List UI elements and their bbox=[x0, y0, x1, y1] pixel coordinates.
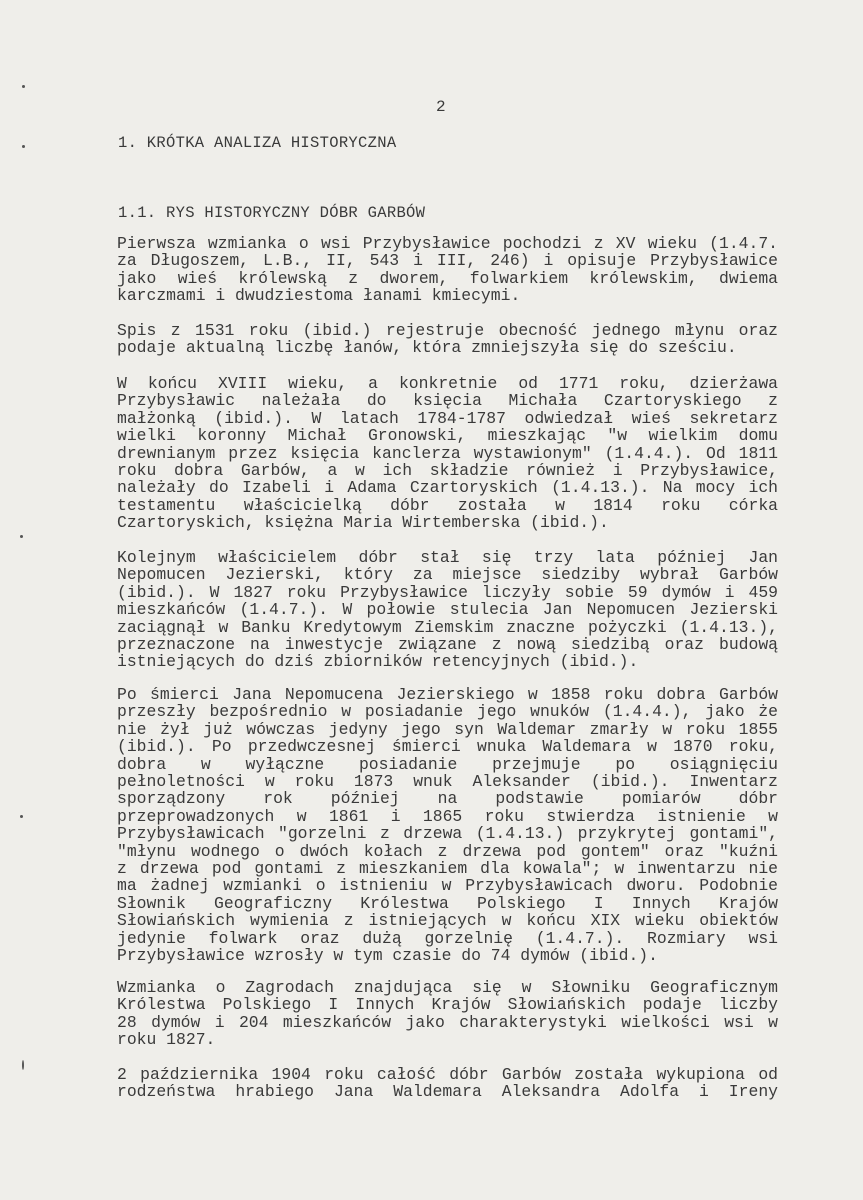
paragraph bbox=[117, 322, 778, 357]
text-line: Kolejnym właścicielem dóbr stał się trzy lata później Jan bbox=[117, 548, 778, 567]
text-line: dobra w wyłączne posiadanie przejmuje po osiągnięciu bbox=[117, 754, 778, 774]
paragraph bbox=[117, 235, 778, 305]
text-line: karczmami i dwudziestoma łanami kmiecymi. bbox=[117, 286, 521, 306]
text-line: Przybysławice wzrosły w tym czasie do 74 dymów (ibid.). bbox=[117, 946, 658, 966]
text-line: W końcu XVIII wieku, a konkretnie od 1771 roku, dzierżawa bbox=[117, 374, 778, 393]
text-line: przeszły bezpośrednio w posiadanie jego wnuków (1.4.4.), jako że bbox=[117, 702, 778, 722]
text-line: Słownik Geograficzny Królestwa Polskiego I Innych Krajów bbox=[117, 893, 778, 913]
text-line: 28 dymów i 204 mieszkańców jako charakterystyki wielkości wsi w bbox=[117, 1012, 778, 1032]
scan-mark bbox=[22, 145, 25, 148]
text-line: sporządzony rok później na podstawie pomiarów dóbr bbox=[117, 789, 778, 809]
page-number: 2 bbox=[436, 98, 446, 116]
text-line: (ibid.). W 1827 roku Przybysławice liczyły sobie 59 dymów i 459 bbox=[117, 582, 778, 602]
text-line: Przybysławic należała do księcia Michała Czartoryskiego z bbox=[117, 391, 778, 411]
text-line: Słowiańskich wymienia z istniejących w końcu XIX wieku obiektów bbox=[117, 911, 778, 931]
text-line: przeprowadzonych w 1861 i 1865 roku stwierdza istnienie w bbox=[117, 806, 778, 826]
text-line: wielki koronny Michał Gronowski, mieszkając "w wielkim domu bbox=[117, 426, 778, 446]
text-line: Nepomucen Jezierski, który za miejsce siedziby wybrał Garbów bbox=[117, 565, 778, 585]
text-line: Królestwa Polskiego I Innych Krajów Słowiańskich podaje liczby bbox=[117, 995, 778, 1015]
paragraph bbox=[117, 549, 778, 671]
text-line: "młynu wodnego o dwóch kołach z drzewa pod gontem" oraz "kuźni bbox=[117, 841, 778, 861]
text-line: jedynie folwark oraz dużą gorzelnię (1.4.7.). Rozmiary wsi bbox=[117, 928, 778, 948]
text-line: Czartoryskich, księżna Maria Wirtemberska (ibid.). bbox=[117, 513, 609, 533]
scan-mark bbox=[22, 1060, 24, 1070]
text-line: rodzeństwa hrabiego Jana Waldemara Aleksandra Adolfa i Ireny bbox=[117, 1082, 778, 1102]
text-line: należały do Izabeli i Adama Czartoryskich (1.4.13.). Na mocy ich bbox=[117, 478, 778, 498]
text-line: Wzmianka o Zagrodach znajdująca się w Słowniku Geograficznym bbox=[117, 978, 778, 997]
scan-mark bbox=[22, 85, 25, 88]
paragraph bbox=[117, 375, 778, 532]
text-line: podaje aktualną liczbę łanów, która zmniejszyła się do sześciu. bbox=[117, 338, 737, 358]
chapter-heading: 1. KRÓTKA ANALIZA HISTORYCZNA bbox=[118, 134, 397, 152]
paragraph bbox=[117, 1066, 778, 1101]
text-line: mieszkańców (1.4.7.). W połowie stulecia Jan Nepomucen Jezierski bbox=[117, 600, 778, 620]
text-line: istniejących do dziś zbiorników retencyjnych (ibid.). bbox=[117, 652, 639, 672]
text-line: Spis z 1531 roku (ibid.) rejestruje obecność jednego młynu oraz bbox=[117, 321, 778, 340]
text-line: z drzewa pod gontami z mieszkaniem dla kowala"; w inwentarzu nie bbox=[117, 859, 778, 879]
text-line: (ibid.). Po przedwczesnej śmierci wnuka Waldemara w 1870 roku, bbox=[117, 737, 778, 757]
scan-mark bbox=[20, 815, 23, 818]
text-line: 2 października 1904 roku całość dóbr Garbów została wykupiona od bbox=[117, 1065, 778, 1084]
paragraph bbox=[117, 979, 778, 1049]
text-line: ma żadnej wzmianki o istnieniu w Przybysławicach dworu. Podobnie bbox=[117, 876, 778, 896]
scan-mark bbox=[20, 535, 23, 538]
text-line: nie żył już wówczas jedyny jego syn Waldemar zmarły w roku 1855 bbox=[117, 719, 778, 739]
text-line: Przybysławicach "gorzelni z drzewa (1.4.13.) przykrytej gontami", bbox=[117, 824, 778, 844]
text-line: zaciągnął w Banku Kredytowym Ziemskim znaczne pożyczki (1.4.13.), bbox=[117, 617, 778, 637]
text-line: pełnoletności w roku 1873 wnuk Aleksander (ibid.). Inwentarz bbox=[117, 772, 778, 792]
section-heading: 1.1. RYS HISTORYCZNY DÓBR GARBÓW bbox=[118, 204, 426, 222]
text-line: testamentu właścicielką dóbr została w 1814 roku córka bbox=[117, 495, 778, 515]
text-line: Po śmierci Jana Nepomucena Jezierskiego w 1858 roku dobra Garbów bbox=[117, 685, 778, 704]
paragraph bbox=[117, 686, 778, 965]
text-line: jako wieś królewską z dworem, folwarkiem królewskim, dwiema bbox=[117, 268, 778, 288]
text-line: za Długoszem, L.B., II, 543 i III, 246) i opisuje Przybysławice bbox=[117, 251, 778, 271]
text-line: małżonką (ibid.). W latach 1784-1787 odwiedzał wieś sekretarz bbox=[117, 408, 778, 428]
text-line: Pierwsza wzmianka o wsi Przybysławice pochodzi z XV wieku (1.4.7. bbox=[117, 234, 778, 253]
text-line: roku dobra Garbów, a w ich składzie również i Przybysławice, bbox=[117, 461, 778, 481]
text-line: przeznaczone na inwestycje związane z nową siedzibą oraz budową bbox=[117, 635, 778, 655]
text-line: roku 1827. bbox=[117, 1030, 216, 1050]
text-line: drewnianym przez księcia kanclerza wystawionym" (1.4.4.). Od 1811 bbox=[117, 443, 778, 463]
